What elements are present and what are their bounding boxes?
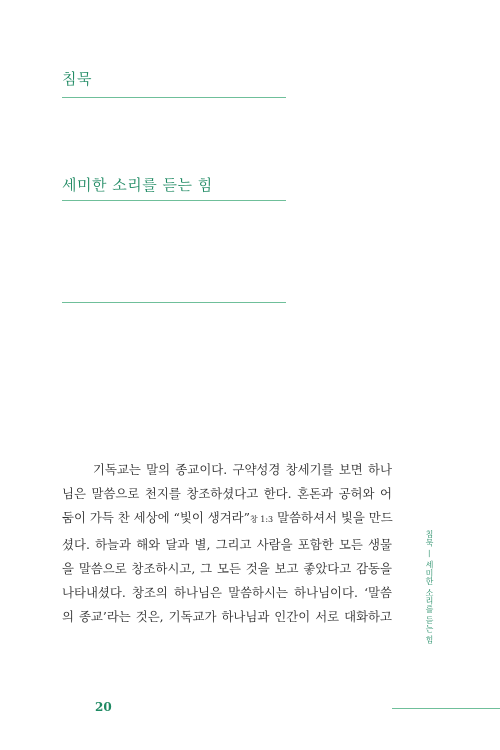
subtitle-rule [62,200,286,201]
chapter-subtitle: 세미한 소리를 듣는 힘 [62,176,213,194]
body-line-segment: 말씀하셔서 빛을 만드 [273,510,393,526]
body-line: 셨다. 하늘과 해와 달과 별, 그리고 사람을 포함한 모든 생물 [62,536,392,552]
body-text [62,458,392,629]
body-line: 을 말씀으로 창조하시고, 그 모든 것을 보고 좋았다고 감동을 [62,560,392,576]
chapter-title: 침묵 [62,70,92,88]
body-line: 님은 말씀으로 천지를 창조하셨다고 한다. 혼돈과 공허와 어 [62,486,392,502]
body-line: 의 종교’라는 것은, 기독교가 하나님과 인간이 서로 대화하고 [62,609,392,625]
blank-rule [62,302,286,303]
body-line: 기독교는 말의 종교이다. 구약성경 창세기를 보면 하나 [93,462,392,477]
body-line-segment: 둠이 가득 찬 세상에 “빛이 생겨라” [62,510,250,526]
page-number: 20 [95,700,112,714]
title-rule [62,97,286,98]
running-head: 침묵 — 세미한 소리를 듣는 힘 [425,530,434,644]
footer-rule [392,708,500,709]
body-line [62,506,392,532]
body-line: 나타내셨다. 창조의 하나님은 말씀하시는 하나님이다. ‘말씀 [62,585,392,601]
scripture-reference: 창 1:3 [249,515,274,525]
